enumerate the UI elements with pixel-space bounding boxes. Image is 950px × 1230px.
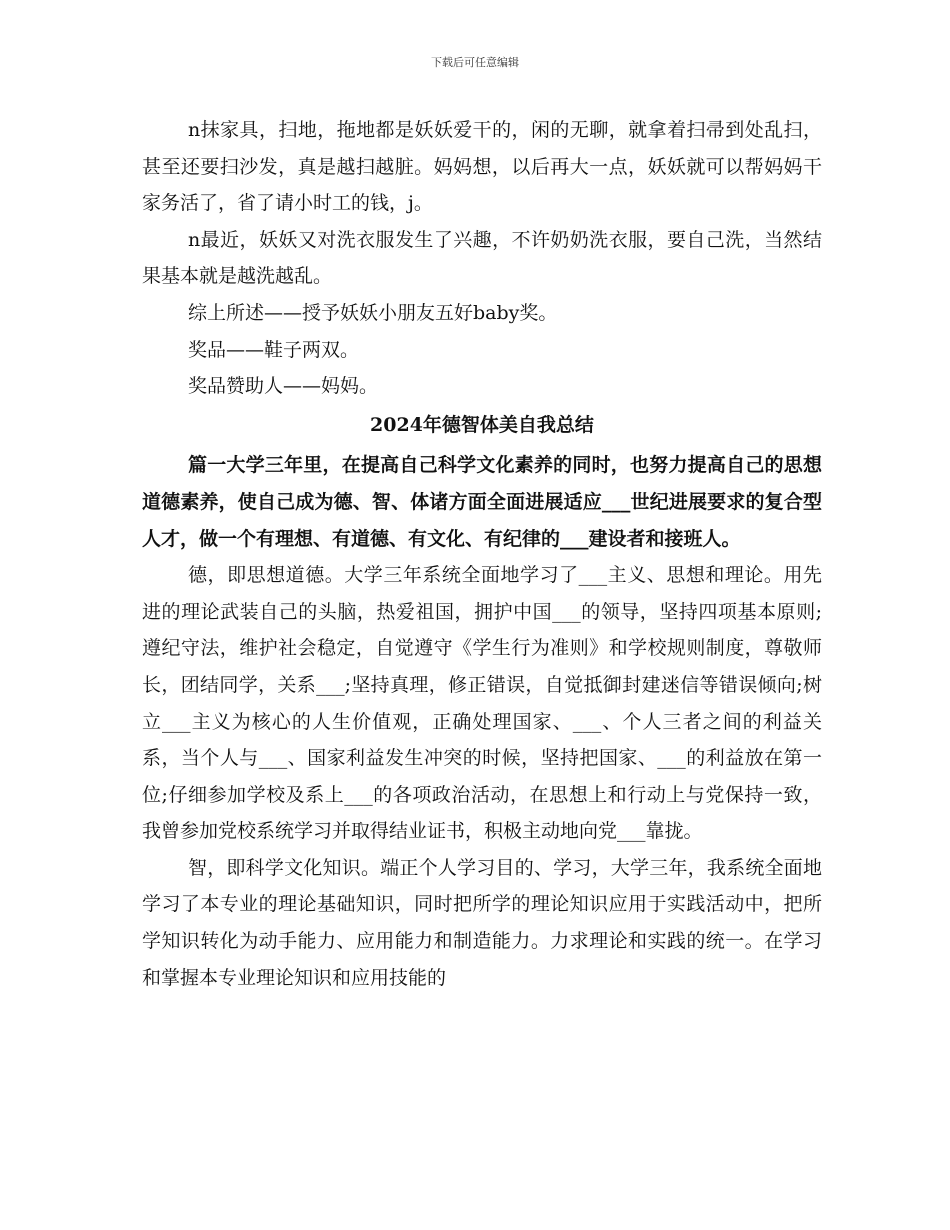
paragraph: n最近，妖妖又对洗衣服发生了兴趣，不许奶奶洗衣服，要自己洗，当然结果基本就是越洗越乱。 bbox=[142, 228, 822, 288]
paragraph: 智，即科学文化知识。端正个人学习目的、学习，大学三年，我系统全面地学习了本专业的理论基础知识，同时把所学的理论知识应用于实践活动中，把所学知识转化为动手能力、应用能力和制造能力。力求理论和实践的统一。在学习和掌握本专业理论知识和应用技能的 bbox=[142, 856, 822, 989]
paragraph: 奖品赞助人——妈妈。 bbox=[188, 375, 379, 398]
paragraph: 奖品——鞋子两双。 bbox=[188, 338, 360, 361]
paragraph: 德，即思想道德。大学三年系统全面地学习了___主义、思想和理论。用先进的理论武装自己的头脑，热爱祖国，拥护中国___的领导，坚持四项基本原则;遵纪守法，维护社会稳定，自觉遵守《学生行为准则》和学校规则制度，尊敬师长，团结同学，关系___;坚持真理，修正错误，自觉抵御封建迷信等错误倾向;树立___主义为核心的人生价值观，正确处理国家、___、个人三者之间的利益关系，当个人与___、国家利益发生冲突的时候，坚持把国家、___的利益放在第一位;仔细参加学校及系上___的各项政治活动，在思想上和行动上与党保持一致，我曾参加党校系统学习并取得结业证书，积极主动地向党___靠拢。 bbox=[142, 564, 822, 843]
page-header: 下载后可任意编辑 bbox=[431, 56, 519, 69]
section-title: 2024年德智体美自我总结 bbox=[370, 413, 594, 436]
intro-paragraph: 篇一大学三年里，在提高自己科学文化素养的同时，也努力提高自己的思想道德素养，使自己成为德、智、体诸方面全面进展适应___世纪进展要求的复合型人才，做一个有理想、有道德、有文化、有纪律的___建设者和接班人。 bbox=[142, 454, 822, 550]
document-body bbox=[142, 112, 822, 996]
paragraph: n抹家具，扫地，拖地都是妖妖爱干的，闲的无聊，就拿着扫帚到处乱扫，甚至还要扫沙发，真是越扫越脏。妈妈想，以后再大一点，妖妖就可以帮妈妈干家务活了，省了请小时工的钱，j。 bbox=[142, 119, 822, 215]
paragraph: 综上所述——授予妖妖小朋友五好baby奖。 bbox=[188, 301, 558, 324]
